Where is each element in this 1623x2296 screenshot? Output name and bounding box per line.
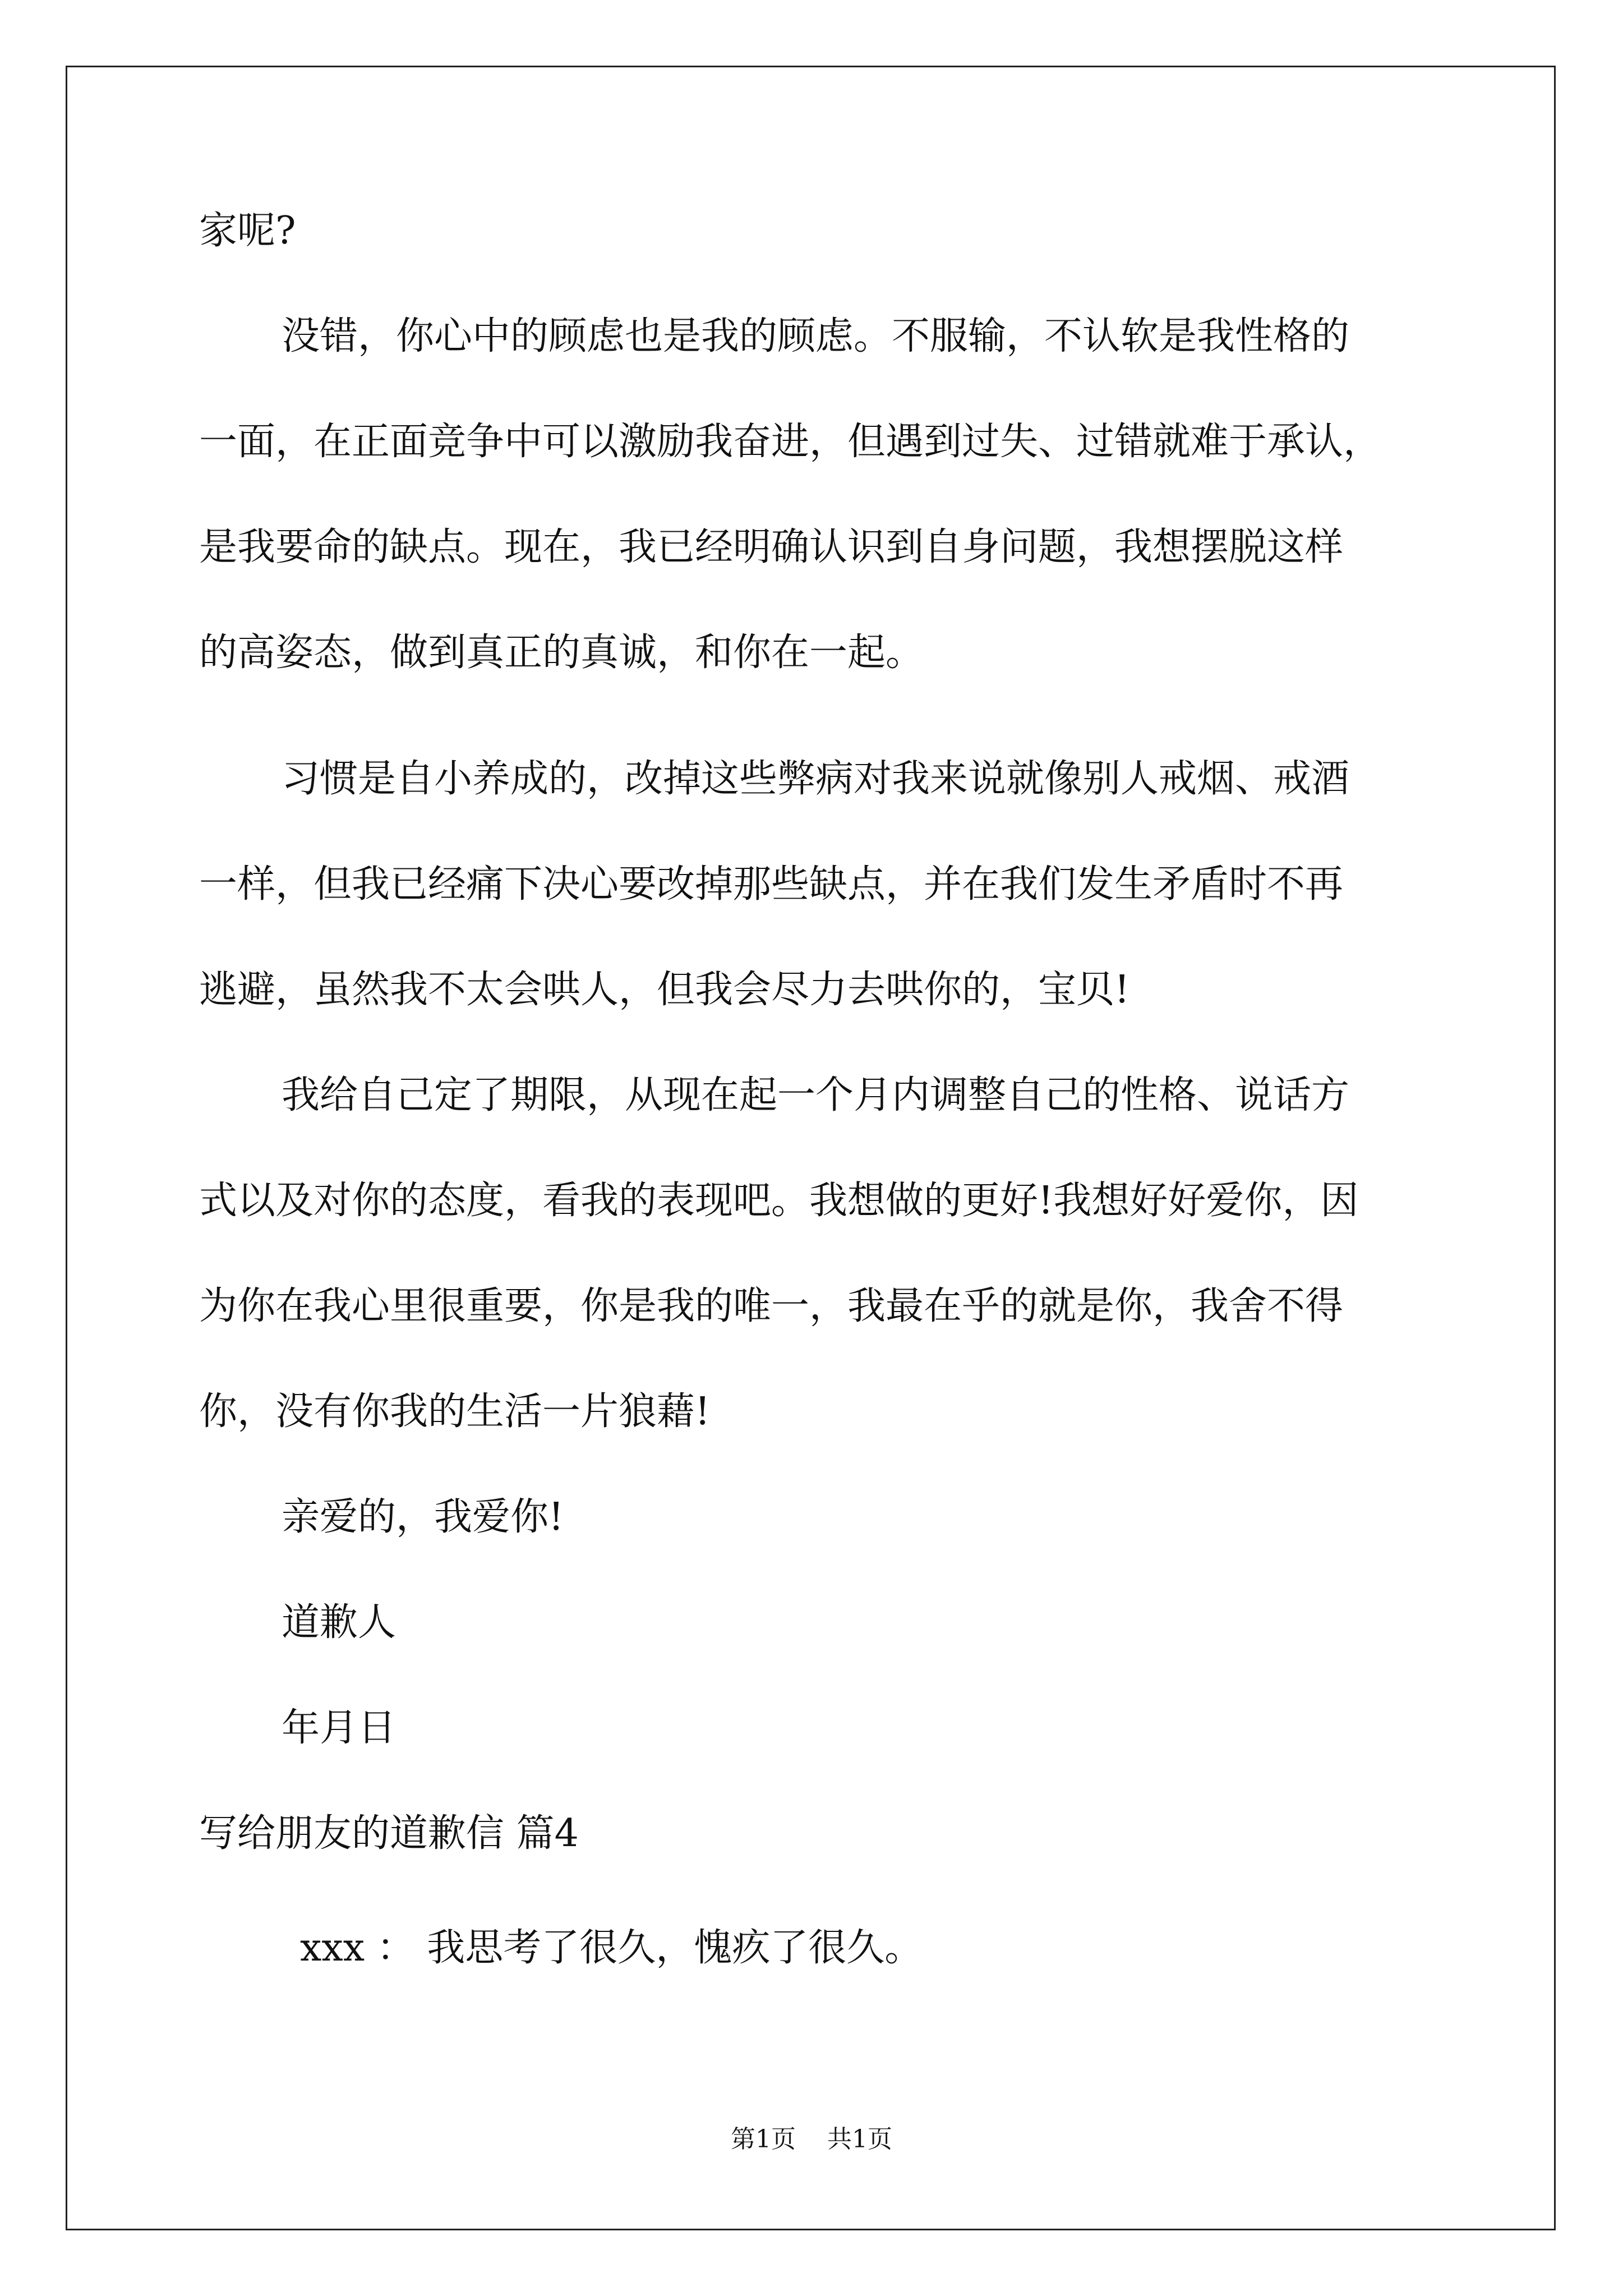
text-line: 家呢? — [199, 209, 296, 253]
text-line: 一面，在正面竞争中可以激励我奋进，但遇到过失、过错就难于承认， — [199, 420, 1382, 464]
paragraph-line: 我给自己定了期限，从现在起一个月内调整自己的性格、说话方 — [282, 1073, 1350, 1117]
text-line: 式以及对你的态度，看我的表现吧。我想做的更好!我想好好爱你，因 — [199, 1179, 1359, 1223]
text-line: 是我要命的缺点。现在，我已经明确认识到自身问题，我想摆脱这样 — [199, 525, 1344, 569]
page-border — [66, 66, 1556, 2230]
page-total: 共1页 — [827, 2125, 892, 2154]
page-number: 第1页 — [731, 2125, 796, 2154]
text-line: 的高姿态，做到真正的真诚，和你在一起。 — [199, 631, 924, 675]
section-heading: 写给朋友的道歉信 篇4 — [199, 1811, 579, 1856]
signature-line: 道歉人 — [282, 1600, 396, 1645]
paragraph-line: 习惯是自小养成的，改掉这些弊病对我来说就像别人戒烟、戒酒 — [282, 757, 1350, 801]
text-line: 你，没有你我的生活一片狼藉! — [199, 1389, 711, 1434]
text-line: 为你在我心里很重要，你是我的唯一，我最在乎的就是你，我舍不得 — [199, 1284, 1344, 1328]
text-line: 一样，但我已经痛下决心要改掉那些缺点，并在我们发生矛盾时不再 — [199, 862, 1344, 907]
salutation-line: 亲爱的，我爱你! — [282, 1495, 564, 1539]
page-footer — [0, 2124, 1623, 2155]
paragraph-line: 没错，你心中的顾虑也是我的顾虑。不服输，不认软是我性格的 — [282, 314, 1350, 358]
date-line: 年月日 — [282, 1706, 396, 1750]
text-line: xxx ： 我思考了很久，愧疚了很久。 — [300, 1926, 923, 1970]
text-line: 逃避，虽然我不太会哄人，但我会尽力去哄你的，宝贝! — [199, 968, 1130, 1012]
